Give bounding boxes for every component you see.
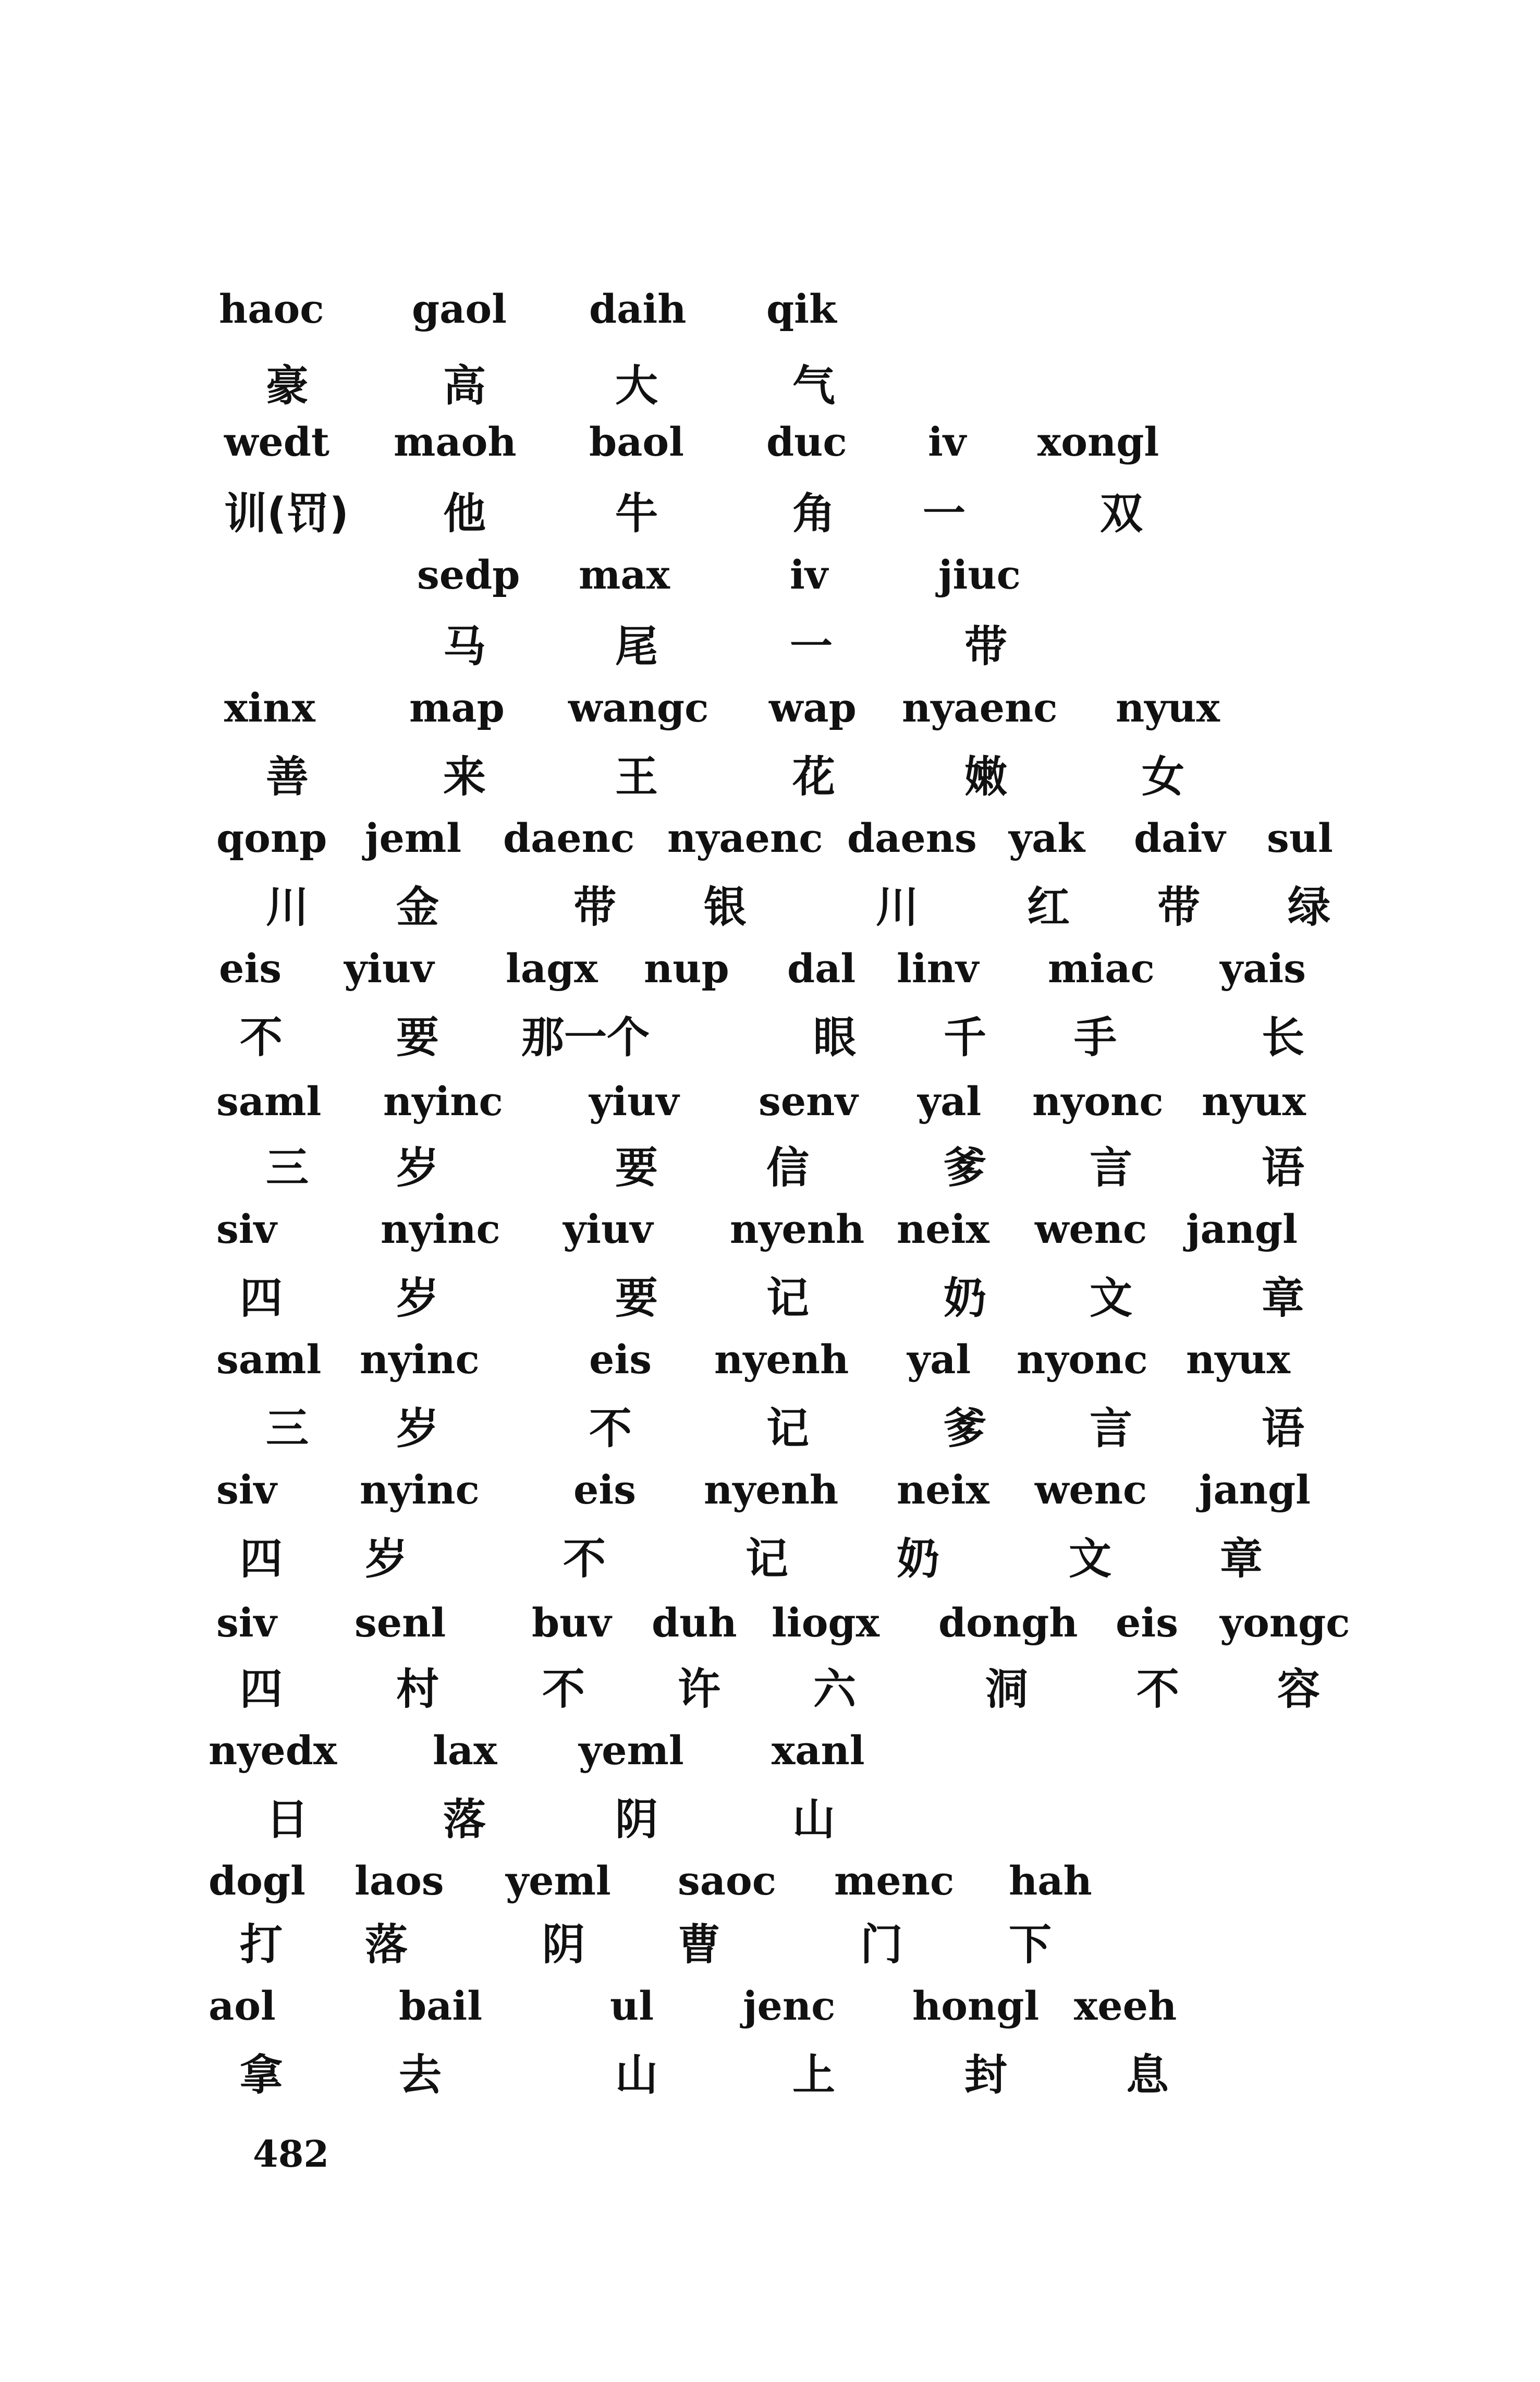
hanzi-word: 要: [396, 1013, 439, 1062]
romanized-word: yal: [918, 1078, 982, 1125]
romanized-word: jangl: [1186, 1206, 1298, 1252]
hanzi-word: 山: [792, 1795, 836, 1844]
romanized-word: xinx: [224, 685, 315, 731]
hanzi-word: 记: [766, 1404, 810, 1453]
romanized-word: dongh: [938, 1599, 1078, 1646]
romanized-word: nyedx: [209, 1727, 337, 1774]
hanzi-word: 去: [399, 2050, 442, 2100]
romanized-word: wap: [769, 685, 857, 731]
hanzi-word: 门: [860, 1920, 903, 1970]
hanzi-word: 银: [704, 883, 747, 932]
hanzi-word: 带: [573, 883, 617, 932]
hanzi-word: 马: [443, 622, 486, 671]
romanized-word: jenc: [743, 1983, 836, 2029]
hanzi-word: 信: [766, 1143, 810, 1193]
hanzi-word: 不: [563, 1534, 606, 1584]
hanzi-word: 不: [542, 1665, 585, 1714]
hanzi-word: 山: [615, 2050, 658, 2100]
romanized-word: yiuv: [344, 945, 434, 992]
hanzi-word: 要: [615, 1274, 658, 1323]
hanzi-word: 气: [792, 361, 836, 411]
hanzi-word: 不: [240, 1013, 283, 1062]
romanized-word: jangl: [1199, 1467, 1311, 1513]
hanzi-word: 不: [589, 1404, 632, 1453]
hanzi-word: 角: [792, 489, 836, 539]
hanzi-word: 章: [1262, 1274, 1305, 1323]
hanzi-word: 封: [964, 2050, 1008, 2100]
hanzi-word: 手: [1074, 1013, 1117, 1062]
hanzi-word: 长: [1262, 1013, 1305, 1062]
romanized-word: nyonc: [1032, 1078, 1164, 1125]
romanized-word: neix: [897, 1467, 989, 1513]
hanzi-word: 尾: [615, 622, 658, 671]
hanzi-word: 曹: [678, 1920, 721, 1970]
romanized-word: dogl: [209, 1858, 305, 1904]
romanized-word: nyenh: [704, 1467, 839, 1513]
hanzi-word: 千: [944, 1013, 987, 1062]
romanized-word: qik: [766, 286, 837, 332]
romanized-word: jeml: [365, 815, 462, 861]
hanzi-word: 高: [443, 361, 486, 411]
hanzi-word: 王: [615, 752, 658, 802]
romanized-word: linv: [897, 945, 979, 992]
hanzi-word: 要: [615, 1143, 658, 1193]
romanized-word: duh: [652, 1599, 737, 1646]
hanzi-word: 牛: [615, 489, 658, 539]
hanzi-word: 阴: [542, 1920, 585, 1970]
hanzi-word: 落: [365, 1920, 408, 1970]
hanzi-word: 岁: [396, 1404, 439, 1453]
hanzi-word: 洞: [985, 1665, 1029, 1714]
romanized-word: yiuv: [563, 1206, 653, 1252]
hanzi-word: 下: [1009, 1920, 1052, 1970]
romanized-word: yais: [1220, 945, 1306, 992]
romanized-word: nyinc: [383, 1078, 503, 1125]
hanzi-word: 六: [813, 1665, 857, 1714]
hanzi-word: 语: [1262, 1143, 1305, 1193]
romanized-word: xongl: [1037, 419, 1159, 465]
romanized-word: haoc: [219, 286, 324, 332]
romanized-word: aol: [209, 1983, 276, 2029]
hanzi-word: 带: [964, 622, 1008, 671]
hanzi-word: 不: [1136, 1665, 1180, 1714]
romanized-word: yal: [907, 1336, 971, 1383]
hanzi-word: 文: [1069, 1534, 1112, 1584]
hanzi-word: 岁: [396, 1143, 439, 1193]
hanzi-word: 四: [240, 1665, 283, 1714]
romanized-word: buv: [532, 1599, 612, 1646]
hanzi-word: 大: [615, 361, 658, 411]
hanzi-word: 奶: [897, 1534, 940, 1584]
romanized-word: nyux: [1186, 1336, 1290, 1383]
hanzi-word: 许: [678, 1665, 721, 1714]
romanized-word: laos: [355, 1858, 444, 1904]
romanized-word: siv: [216, 1206, 277, 1252]
romanized-word: lagx: [506, 945, 598, 992]
romanized-word: nyinc: [381, 1206, 500, 1252]
hanzi-word: 爹: [944, 1143, 987, 1193]
romanized-word: yeml: [579, 1727, 684, 1774]
hanzi-word: 容: [1277, 1665, 1321, 1714]
romanized-word: nyinc: [360, 1336, 480, 1383]
romanized-word: yak: [1009, 815, 1085, 861]
hanzi-word: 言: [1090, 1143, 1133, 1193]
romanized-word: baol: [589, 419, 684, 465]
romanized-word: gaol: [412, 286, 507, 332]
romanized-word: yiuv: [589, 1078, 679, 1125]
romanized-word: map: [409, 685, 505, 731]
romanized-word: lax: [433, 1727, 497, 1774]
romanized-word: nyinc: [360, 1467, 480, 1513]
romanized-word: senv: [759, 1078, 858, 1125]
romanized-word: nyonc: [1017, 1336, 1148, 1383]
romanized-word: siv: [216, 1467, 277, 1513]
romanized-word: menc: [834, 1858, 955, 1904]
romanized-word: bail: [399, 1983, 483, 2029]
hanzi-word: 打: [240, 1920, 283, 1970]
romanized-word: siv: [216, 1599, 277, 1646]
romanized-word: jiuc: [938, 552, 1021, 598]
hanzi-word: 文: [1090, 1274, 1133, 1323]
romanized-word: yongc: [1220, 1599, 1350, 1646]
romanized-word: daenc: [503, 815, 635, 861]
hanzi-word: 他: [443, 489, 486, 539]
romanized-word: yeml: [506, 1858, 611, 1904]
hanzi-word: 息: [1126, 2050, 1169, 2100]
romanized-word: wangc: [568, 685, 709, 731]
hanzi-word: 三: [266, 1404, 309, 1453]
hanzi-word: 带: [1157, 883, 1201, 932]
hanzi-word: 那一个: [521, 1013, 650, 1062]
romanized-word: dal: [787, 945, 856, 992]
romanized-word: saoc: [678, 1858, 776, 1904]
romanized-word: duc: [766, 419, 847, 465]
romanized-word: max: [579, 552, 670, 598]
romanized-word: saml: [216, 1336, 322, 1383]
hanzi-word: 绿: [1288, 883, 1331, 932]
hanzi-word: 四: [240, 1534, 283, 1584]
hanzi-word: 双: [1100, 489, 1143, 539]
hanzi-word: 一: [790, 622, 833, 671]
romanized-word: qonp: [216, 815, 327, 861]
romanized-word: eis: [589, 1336, 652, 1383]
romanized-word: neix: [897, 1206, 989, 1252]
hanzi-word: 岁: [365, 1534, 408, 1584]
romanized-word: eis: [219, 945, 282, 992]
hanzi-word: 花: [792, 752, 836, 802]
romanized-word: nyaenc: [667, 815, 823, 861]
hanzi-word: 岁: [396, 1274, 439, 1323]
romanized-word: daens: [847, 815, 977, 861]
hanzi-word: 言: [1090, 1404, 1133, 1453]
romanized-word: xeeh: [1074, 1983, 1177, 2029]
romanized-word: ul: [610, 1983, 654, 2029]
romanized-word: eis: [573, 1467, 637, 1513]
page-number: 482: [253, 2132, 329, 2176]
romanized-word: miac: [1048, 945, 1155, 992]
hanzi-word: 爹: [944, 1404, 987, 1453]
romanized-word: nyaenc: [902, 685, 1058, 731]
hanzi-word: 四: [240, 1274, 283, 1323]
hanzi-word: 金: [396, 883, 439, 932]
romanized-word: nyux: [1116, 685, 1220, 731]
hanzi-word: 章: [1220, 1534, 1263, 1584]
hanzi-word: 记: [766, 1274, 810, 1323]
hanzi-word: 上: [792, 2050, 836, 2100]
romanized-word: hongl: [912, 1983, 1040, 2029]
romanized-word: liogx: [772, 1599, 879, 1646]
romanized-word: nyenh: [730, 1206, 865, 1252]
romanized-word: sul: [1267, 815, 1333, 861]
romanized-word: iv: [790, 552, 828, 598]
hanzi-word: 训(罚): [224, 489, 349, 539]
romanized-word: saml: [216, 1078, 322, 1125]
romanized-word: nyux: [1202, 1078, 1306, 1125]
hanzi-word: 一: [923, 489, 966, 539]
hanzi-word: 川: [876, 883, 919, 932]
hanzi-word: 善: [266, 752, 309, 802]
romanized-word: nup: [644, 945, 729, 992]
romanized-word: eis: [1116, 1599, 1179, 1646]
romanized-word: wenc: [1035, 1206, 1147, 1252]
romanized-word: daih: [589, 286, 687, 332]
romanized-word: maoh: [394, 419, 517, 465]
hanzi-word: 语: [1262, 1404, 1305, 1453]
hanzi-word: 眼: [813, 1013, 857, 1062]
hanzi-word: 红: [1027, 883, 1070, 932]
romanized-word: hah: [1009, 1858, 1092, 1904]
romanized-word: senl: [355, 1599, 446, 1646]
romanized-word: daiv: [1134, 815, 1226, 861]
hanzi-word: 三: [266, 1143, 309, 1193]
hanzi-word: 记: [745, 1534, 789, 1584]
romanized-word: wenc: [1035, 1467, 1147, 1513]
hanzi-word: 嫩: [964, 752, 1008, 802]
romanized-word: nyenh: [714, 1336, 849, 1383]
hanzi-word: 豪: [266, 361, 309, 411]
romanized-word: sedp: [417, 552, 520, 598]
hanzi-word: 来: [443, 752, 486, 802]
hanzi-word: 川: [266, 883, 309, 932]
hanzi-word: 拿: [240, 2050, 283, 2100]
romanized-word: iv: [928, 419, 967, 465]
romanized-word: xanl: [772, 1727, 865, 1774]
hanzi-word: 奶: [944, 1274, 987, 1323]
hanzi-word: 女: [1142, 752, 1185, 802]
hanzi-word: 阴: [615, 1795, 658, 1844]
hanzi-word: 日: [266, 1795, 309, 1844]
romanized-word: wedt: [224, 419, 330, 465]
hanzi-word: 村: [396, 1665, 439, 1714]
hanzi-word: 落: [443, 1795, 486, 1844]
